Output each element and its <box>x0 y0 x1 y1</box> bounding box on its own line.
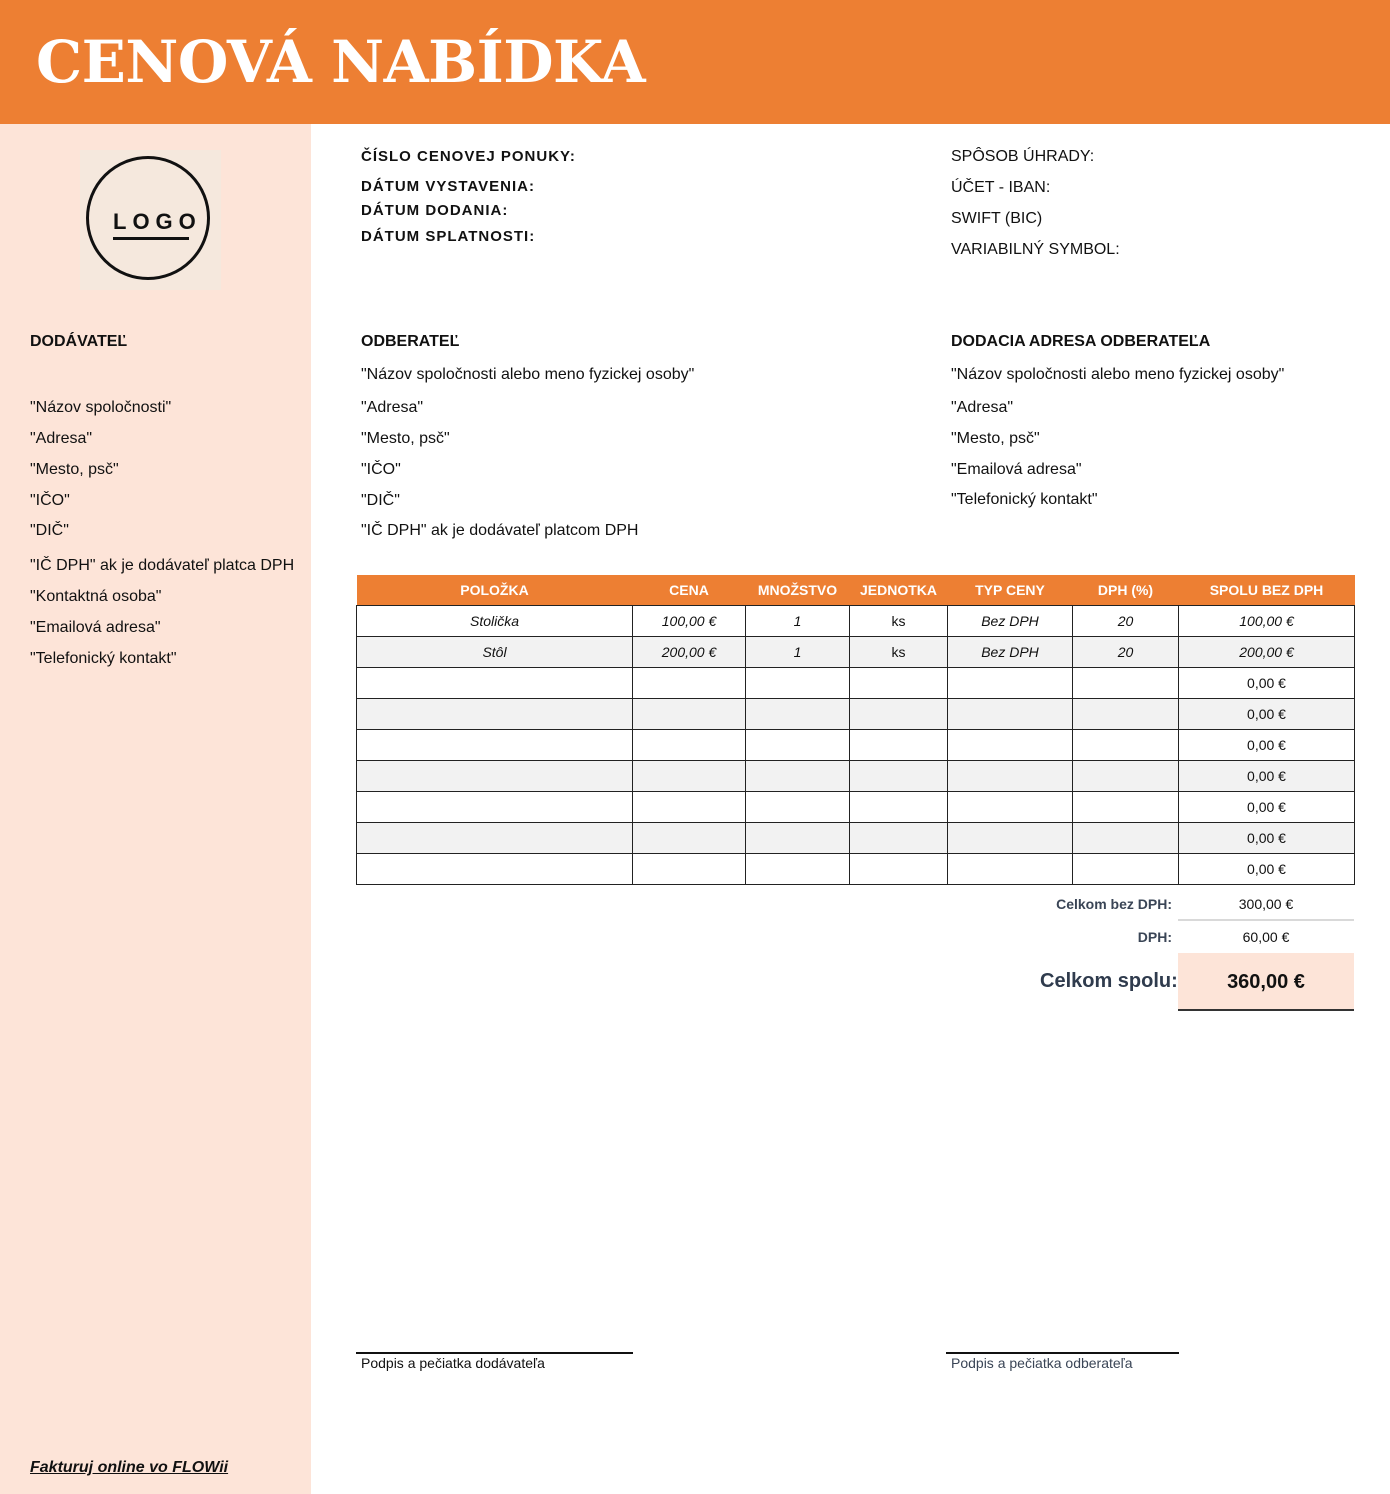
table-cell <box>746 761 850 792</box>
table-cell <box>357 699 633 730</box>
table-cell <box>1073 699 1179 730</box>
delivery-line: "Mesto, psč" <box>951 430 1040 447</box>
table-cell <box>746 668 850 699</box>
supplier-line: "Mesto, psč" <box>30 461 119 478</box>
delivery-line: "Adresa" <box>951 399 1014 416</box>
table-cell <box>850 668 948 699</box>
table-cell: 0,00 € <box>1179 730 1355 761</box>
customer-line: "IČ DPH" ak je dodávateľ platcom DPH <box>361 522 639 539</box>
table-cell <box>1073 823 1179 854</box>
table-cell: 1 <box>746 606 850 637</box>
table-cell <box>746 699 850 730</box>
table-cell <box>1073 668 1179 699</box>
sidebar <box>0 124 311 1494</box>
table-cell: 0,00 € <box>1179 854 1355 885</box>
table-cell: Stôl <box>357 637 633 668</box>
table-row <box>357 823 1355 854</box>
payment-method-label: SPÔSOB ÚHRADY: <box>951 148 1095 165</box>
items-table <box>356 575 1355 885</box>
supplier-line: "IČ DPH" ak je dodávateľ platca DPH <box>30 557 295 574</box>
vat-label: DPH: <box>1137 929 1172 945</box>
table-cell: 1 <box>746 637 850 668</box>
supplier-signature-line <box>356 1352 633 1354</box>
table-cell: 0,00 € <box>1179 761 1355 792</box>
table-cell <box>357 854 633 885</box>
vat-value: 60,00 € <box>1242 929 1290 945</box>
table-cell: 100,00 € <box>633 606 746 637</box>
subtotal-label: Celkom bez DPH: <box>1056 896 1172 912</box>
customer-signature-line <box>946 1352 1179 1354</box>
logo-circle <box>86 156 210 280</box>
table-cell <box>1073 854 1179 885</box>
table-header-row <box>357 575 1355 606</box>
totals-divider <box>1178 919 1354 921</box>
delivery-line: "Názov spoločnosti alebo meno fyzickej osoby" <box>951 366 1285 383</box>
table-row <box>357 699 1355 730</box>
swift-label: SWIFT (BIC) <box>951 210 1043 227</box>
table-cell <box>746 792 850 823</box>
customer-line: "DIČ" <box>361 492 400 509</box>
offer-number-label: ČÍSLO CENOVEJ PONUKY: <box>361 148 576 165</box>
column-header: TYP CENY <box>948 575 1073 606</box>
table-row <box>357 606 1355 637</box>
customer-signature-label: Podpis a pečiatka odberateľa <box>951 1355 1133 1371</box>
table-cell: 0,00 € <box>1179 823 1355 854</box>
account-label: ÚČET - IBAN: <box>951 179 1051 196</box>
header-bar <box>0 0 1390 124</box>
table-cell <box>633 854 746 885</box>
column-header: JEDNOTKA <box>850 575 948 606</box>
table-cell: 0,00 € <box>1179 699 1355 730</box>
supplier-line: "Telefonický kontakt" <box>30 650 177 667</box>
table-cell <box>948 668 1073 699</box>
delivery-line: "Emailová adresa" <box>951 461 1082 478</box>
table-cell: 20 <box>1073 637 1179 668</box>
supplier-line: "IČO" <box>30 492 70 509</box>
customer-line: "Adresa" <box>361 399 424 416</box>
table-cell <box>1073 761 1179 792</box>
supplier-line: "Kontaktná osoba" <box>30 588 162 605</box>
table-cell: 200,00 € <box>1179 637 1355 668</box>
table-cell <box>746 730 850 761</box>
table-cell <box>948 823 1073 854</box>
table-row <box>357 761 1355 792</box>
table-cell: 0,00 € <box>1179 792 1355 823</box>
table-cell: Bez DPH <box>948 637 1073 668</box>
table-cell <box>948 761 1073 792</box>
table-cell <box>948 792 1073 823</box>
variable-symbol-label: VARIABILNÝ SYMBOL: <box>951 241 1120 258</box>
table-cell <box>633 730 746 761</box>
delivery-heading: DODACIA ADRESA ODBERATEĽA <box>951 333 1211 350</box>
table-cell <box>1073 730 1179 761</box>
grand-total-value: 360,00 € <box>1178 953 1354 1011</box>
table-cell: 200,00 € <box>633 637 746 668</box>
table-row <box>357 854 1355 885</box>
column-header: POLOŽKA <box>357 575 633 606</box>
table-cell: Bez DPH <box>948 606 1073 637</box>
supplier-line: "DIČ" <box>30 522 69 539</box>
table-cell <box>633 823 746 854</box>
column-header: DPH (%) <box>1073 575 1179 606</box>
table-cell <box>948 854 1073 885</box>
supplier-line: "Adresa" <box>30 430 93 447</box>
table-cell <box>633 699 746 730</box>
table-cell <box>850 761 948 792</box>
column-header: SPOLU BEZ DPH <box>1179 575 1355 606</box>
table-cell <box>633 792 746 823</box>
flowii-link[interactable]: Fakturuj online vo FLOWii <box>30 1459 229 1476</box>
table-cell <box>850 730 948 761</box>
table-cell <box>357 668 633 699</box>
grand-total-label: Celkom spolu: <box>1040 970 1178 992</box>
table-cell <box>357 730 633 761</box>
issue-date-label: DÁTUM VYSTAVENIA: <box>361 178 535 195</box>
table-cell <box>850 792 948 823</box>
subtotal-value: 300,00 € <box>1238 896 1294 912</box>
table-row <box>357 730 1355 761</box>
table-cell <box>850 854 948 885</box>
supplier-line: "Emailová adresa" <box>30 619 161 636</box>
supplier-line: "Názov spoločnosti" <box>30 399 172 416</box>
table-cell <box>633 761 746 792</box>
logo <box>80 150 221 290</box>
table-cell <box>357 823 633 854</box>
supplier-signature-label: Podpis a pečiatka dodávateľa <box>361 1355 545 1371</box>
table-row <box>357 637 1355 668</box>
due-date-label: DÁTUM SPLATNOSTI: <box>361 228 536 245</box>
table-cell <box>1073 792 1179 823</box>
table-cell: 0,00 € <box>1179 668 1355 699</box>
table-cell: 100,00 € <box>1179 606 1355 637</box>
column-header: MNOŽSTVO <box>746 575 850 606</box>
delivery-date-label: DÁTUM DODANIA: <box>361 202 509 219</box>
table-cell <box>948 699 1073 730</box>
table-cell <box>850 699 948 730</box>
logo-text: LOGO <box>113 209 202 234</box>
column-header: CENA <box>633 575 746 606</box>
delivery-line: "Telefonický kontakt" <box>951 491 1098 508</box>
table-cell <box>357 761 633 792</box>
table-cell <box>746 854 850 885</box>
table-cell <box>633 668 746 699</box>
table-cell: 20 <box>1073 606 1179 637</box>
table-cell: ks <box>850 606 948 637</box>
table-row <box>357 792 1355 823</box>
table-cell <box>357 792 633 823</box>
table-cell: ks <box>850 637 948 668</box>
table-cell: Stolička <box>357 606 633 637</box>
table-row <box>357 668 1355 699</box>
logo-underline <box>113 237 189 240</box>
table-cell <box>850 823 948 854</box>
customer-heading: ODBERATEĽ <box>361 333 460 350</box>
page-title: CENOVÁ NABÍDKA <box>36 28 646 96</box>
customer-line: "Mesto, psč" <box>361 430 450 447</box>
customer-line: "IČO" <box>361 461 401 478</box>
customer-line: "Názov spoločnosti alebo meno fyzickej osoby" <box>361 366 695 383</box>
supplier-heading: DODÁVATEĽ <box>30 333 128 350</box>
table-cell <box>948 730 1073 761</box>
table-cell <box>746 823 850 854</box>
